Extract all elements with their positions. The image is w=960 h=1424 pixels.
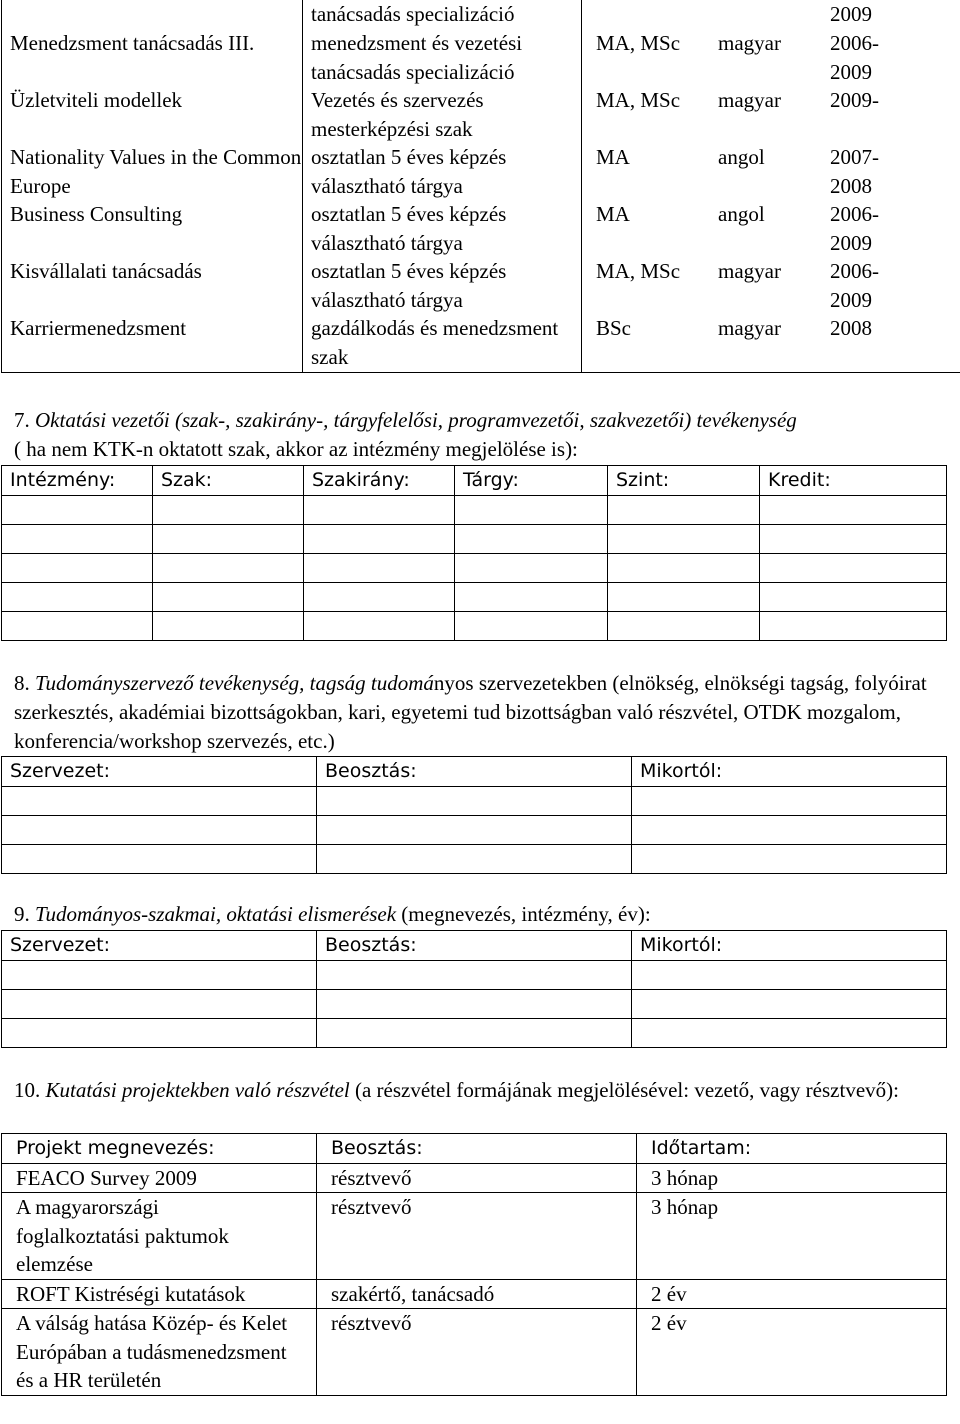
header-cell: Projekt megnevezés: — [2, 1134, 317, 1164]
section-title-rest: nyos szervezetekben (elnökség, elnökségi tagság, folyóirat szerkesztés, akadémiai bizottságokban, kari, egyetemi tud bizottságban való részvétel, OTDK mozgalom, konferencia/workshop szervezés, etc.) — [14, 671, 927, 753]
table-header-row — [2, 757, 947, 787]
section-number: 9. — [14, 902, 30, 926]
course-year: 2009 — [830, 2, 872, 26]
empty-cell — [317, 844, 632, 873]
table-row — [2, 257, 960, 314]
project-name: ROFT Kistréségi kutatások — [2, 1279, 317, 1309]
empty-cell — [153, 495, 304, 524]
section-7-table — [1, 465, 947, 641]
project-duration: 2 év — [637, 1309, 947, 1396]
project-duration: 3 hónap — [637, 1163, 947, 1193]
empty-cell — [317, 815, 632, 844]
empty-cell — [2, 844, 317, 873]
section-title: Tudományos-szakmai, oktatási elismerések — [35, 902, 397, 926]
table-row — [2, 786, 947, 815]
header-cell: Intézmény: — [2, 466, 153, 496]
section-10-table — [1, 1133, 947, 1396]
empty-cell — [760, 495, 947, 524]
empty-cell — [632, 815, 947, 844]
project-role: résztvevő — [317, 1163, 637, 1193]
empty-cell — [455, 524, 608, 553]
header-cell: Beosztás: — [317, 757, 632, 787]
course-type: gazdálkodás és menedzsment szak — [303, 314, 582, 372]
course-year: 2009- — [830, 88, 879, 112]
empty-cell — [760, 582, 947, 611]
header-cell: Tárgy: — [455, 466, 608, 496]
header-cell: Beosztás: — [317, 1134, 637, 1164]
empty-cell — [455, 582, 608, 611]
empty-cell — [317, 989, 632, 1018]
section-title-rest: (megnevezés, intézmény, év): — [401, 902, 651, 926]
table-row — [2, 1018, 947, 1047]
header-cell: Kredit: — [760, 466, 947, 496]
table-row — [2, 0, 960, 29]
empty-cell — [2, 495, 153, 524]
section-10-heading — [14, 1076, 949, 1105]
empty-cell — [608, 553, 760, 582]
empty-cell — [608, 524, 760, 553]
table-row — [2, 314, 960, 372]
table-row — [2, 989, 947, 1018]
table-row — [2, 815, 947, 844]
course-level: MA — [596, 202, 630, 226]
empty-cell — [304, 582, 455, 611]
table-row — [2, 553, 947, 582]
empty-cell — [2, 524, 153, 553]
course-language: magyar — [718, 31, 781, 55]
empty-cell — [608, 495, 760, 524]
table-row — [2, 844, 947, 873]
section-title-rest: (a részvétel formájának megjelölésével: vezető, vagy résztvevő): — [354, 1078, 899, 1102]
empty-cell — [304, 553, 455, 582]
project-name: A válság hatása Közép- és Kelet Európában a tudásmenedzsment és a HR területén — [2, 1309, 317, 1396]
project-role: résztvevő — [317, 1193, 637, 1280]
header-cell: Szakirány: — [304, 466, 455, 496]
empty-cell — [2, 989, 317, 1018]
empty-cell — [304, 524, 455, 553]
project-role: résztvevő — [317, 1309, 637, 1396]
empty-cell — [760, 524, 947, 553]
course-level: BSc — [596, 316, 632, 340]
empty-cell — [632, 1018, 947, 1047]
table-row — [2, 960, 947, 989]
table-row — [2, 143, 960, 200]
course-name: Üzletviteli modellek — [2, 86, 303, 143]
course-level — [596, 0, 718, 29]
project-duration: 3 hónap — [637, 1193, 947, 1280]
section-note: ( ha nem KTK-n oktatott szak, akkor az intézmény megjelölése is): — [14, 437, 578, 461]
project-role: szakértő, tanácsadó — [317, 1279, 637, 1309]
table-header-row — [2, 931, 947, 961]
course-type: Vezetés és szervezés mesterképzési szak — [303, 86, 582, 143]
empty-cell — [760, 553, 947, 582]
course-level: MA, MSc — [596, 259, 681, 283]
empty-cell — [2, 582, 153, 611]
table-row — [2, 86, 960, 143]
header-cell: Szervezet: — [2, 931, 317, 961]
section-8-table — [1, 756, 947, 874]
course-level: MA, MSc — [596, 31, 681, 55]
section-number: 8. — [14, 671, 30, 695]
empty-cell — [317, 1018, 632, 1047]
table-header-row — [2, 466, 947, 496]
course-level: MA, MSc — [596, 88, 681, 112]
course-year: 2006-2009 — [830, 202, 879, 255]
empty-cell — [455, 611, 608, 640]
empty-cell — [317, 786, 632, 815]
course-year: 2008 — [830, 316, 872, 340]
course-type: osztatlan 5 éves képzés választható tárgya — [303, 143, 582, 200]
table-row — [2, 29, 960, 86]
project-duration: 2 év — [637, 1279, 947, 1309]
table-header-row — [2, 1134, 947, 1164]
course-language: angol — [718, 202, 765, 226]
header-cell: Időtartam: — [637, 1134, 947, 1164]
table-row — [2, 1279, 947, 1309]
empty-cell — [2, 786, 317, 815]
empty-cell — [2, 960, 317, 989]
course-name — [2, 0, 303, 29]
section-8-heading — [14, 669, 949, 756]
header-cell: Beosztás: — [317, 931, 632, 961]
table-row — [2, 1309, 947, 1396]
course-language: angol — [718, 145, 765, 169]
empty-cell — [2, 1018, 317, 1047]
courses-table — [1, 0, 960, 373]
header-cell: Szervezet: — [2, 757, 317, 787]
empty-cell — [153, 524, 304, 553]
empty-cell — [608, 611, 760, 640]
course-name: Nationality Values in the Common Europe — [2, 143, 303, 200]
course-year: 2007-2008 — [830, 145, 879, 198]
course-year: 2006-2009 — [830, 259, 879, 312]
section-number: 7. — [14, 408, 30, 432]
empty-cell — [2, 611, 153, 640]
empty-cell — [632, 844, 947, 873]
course-level: MA — [596, 145, 630, 169]
empty-cell — [455, 495, 608, 524]
course-name: Kisvállalati tanácsadás — [2, 257, 303, 314]
header-cell: Szint: — [608, 466, 760, 496]
empty-cell — [632, 786, 947, 815]
project-name: A magyarországi foglalkoztatási paktumok elemzése — [2, 1193, 317, 1280]
table-row — [2, 1163, 947, 1193]
course-type: menedzsment és vezetési tanácsadás specializáció — [303, 29, 582, 86]
empty-cell — [760, 611, 947, 640]
empty-cell — [2, 815, 317, 844]
section-9-table — [1, 930, 947, 1048]
section-title: Kutatási projektekben való részvétel — [45, 1078, 350, 1102]
course-language: magyar — [718, 316, 781, 340]
table-row — [2, 495, 947, 524]
empty-cell — [608, 582, 760, 611]
course-type: osztatlan 5 éves képzés választható tárgya — [303, 257, 582, 314]
empty-cell — [2, 553, 153, 582]
empty-cell — [153, 582, 304, 611]
table-row — [2, 582, 947, 611]
course-type: tanácsadás specializáció — [303, 0, 582, 29]
course-language: magyar — [718, 88, 781, 112]
section-title: Tudományszervező tevékenység, tagság tudomá — [35, 671, 434, 695]
project-name: FEACO Survey 2009 — [2, 1163, 317, 1193]
table-row — [2, 524, 947, 553]
section-number: 10. — [14, 1078, 41, 1102]
empty-cell — [304, 495, 455, 524]
empty-cell — [317, 960, 632, 989]
course-year: 2006-2009 — [830, 31, 879, 84]
header-cell: Mikortól: — [632, 931, 947, 961]
header-cell: Mikortól: — [632, 757, 947, 787]
course-name: Karriermenedzsment — [2, 314, 303, 372]
section-9-heading — [14, 900, 949, 929]
table-row — [2, 200, 960, 257]
empty-cell — [455, 553, 608, 582]
course-type: osztatlan 5 éves képzés választható tárgya — [303, 200, 582, 257]
empty-cell — [153, 553, 304, 582]
course-name: Business Consulting — [2, 200, 303, 257]
section-7-heading — [14, 406, 949, 464]
course-language: magyar — [718, 259, 781, 283]
empty-cell — [632, 989, 947, 1018]
course-language — [718, 0, 830, 29]
table-row — [2, 611, 947, 640]
empty-cell — [632, 960, 947, 989]
section-title: Oktatási vezetői (szak-, szakirány-, tárgyfelelősi, programvezetői, szakvezetői) tevékenység — [35, 408, 797, 432]
empty-cell — [304, 611, 455, 640]
table-row — [2, 1193, 947, 1280]
header-cell: Szak: — [153, 466, 304, 496]
course-name: Menedzsment tanácsadás III. — [2, 29, 303, 86]
empty-cell — [153, 611, 304, 640]
